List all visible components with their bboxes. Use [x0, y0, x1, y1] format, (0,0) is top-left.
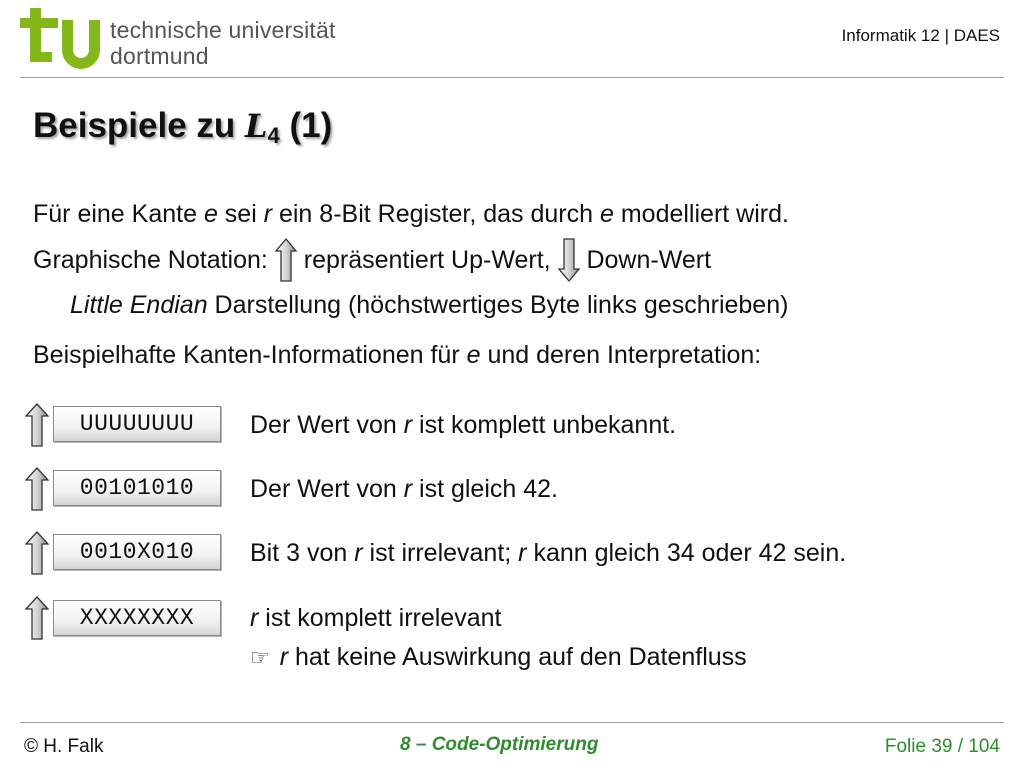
footer-author: © H. Falk	[24, 736, 104, 757]
example-description	[250, 604, 501, 633]
logo-line-2: dortmund	[110, 43, 209, 69]
course-label: Informatik 12 | DAES	[841, 26, 1000, 45]
text: Darstellung (höchstwertiges Byte links geschrieben)	[207, 291, 789, 319]
var-r: r	[279, 643, 289, 671]
var-r: r	[354, 539, 363, 567]
pointing-hand-icon: ☞	[250, 646, 270, 671]
text: ist gleich 42.	[412, 475, 558, 503]
var-r: r	[403, 411, 413, 439]
footer-chapter: 8 – Code-Optimierung	[400, 734, 599, 755]
text: ein 8-Bit Register, das durch	[272, 200, 600, 228]
register-value-box: XXXXXXXX	[53, 600, 221, 636]
text: repräsentiert Up-Wert,	[296, 246, 558, 274]
register-value-box: 0010X010	[53, 534, 221, 570]
term-little-endian: Little Endian	[70, 291, 208, 319]
logo-wordmark	[110, 17, 336, 69]
text: Der Wert von	[250, 475, 404, 503]
example-description	[250, 539, 846, 568]
var-r: r	[250, 604, 259, 632]
tu-logo-mark	[20, 8, 102, 70]
logo-line-1: technische universität	[110, 17, 336, 43]
var-e: e	[203, 200, 218, 228]
intro-line-2	[33, 238, 711, 282]
footer-slide-number: Folie 39 / 104	[884, 736, 1000, 757]
title-prefix: Beispiele zu	[33, 106, 246, 145]
intro-line-4	[33, 341, 761, 370]
text: Graphische Notation:	[33, 246, 275, 274]
var-e: e	[599, 200, 614, 228]
example-subpoint	[250, 643, 747, 672]
example-description	[250, 475, 558, 504]
text: ist komplett irrelevant	[258, 604, 502, 632]
text: sei	[217, 200, 264, 228]
var-r: r	[518, 539, 527, 567]
text: und deren Interpretation:	[480, 341, 762, 369]
text: Beispielhafte Kanten-Informationen für	[33, 341, 467, 369]
title-subscript: 4	[267, 123, 280, 148]
up-arrow-icon	[25, 596, 49, 640]
down-arrow-icon	[558, 238, 580, 282]
title-suffix: (1)	[279, 106, 333, 145]
text: modelliert wird.	[613, 200, 789, 228]
up-arrow-icon	[275, 238, 297, 282]
text: ist komplett unbekannt.	[412, 411, 677, 439]
text: hat keine Auswirkung auf den Datenfluss	[288, 643, 747, 671]
title-symbol: L	[245, 107, 268, 145]
example-description	[250, 411, 676, 440]
register-value-box: UUUUUUUU	[53, 406, 221, 442]
var-r: r	[263, 200, 273, 228]
up-arrow-icon	[25, 531, 49, 575]
text: Bit 3 von	[250, 539, 355, 567]
up-arrow-icon	[25, 467, 49, 511]
header-divider	[20, 77, 1004, 78]
var-r: r	[403, 475, 413, 503]
var-e: e	[466, 341, 481, 369]
text: kann gleich 34 oder 42 sein.	[526, 539, 847, 567]
tu-dortmund-logo	[20, 8, 380, 70]
intro-line-3	[70, 291, 788, 320]
text: Down-Wert	[579, 246, 712, 274]
text: Der Wert von	[250, 411, 404, 439]
footer-divider	[20, 722, 1004, 723]
text: Für eine Kante	[33, 200, 204, 228]
text: ist irrelevant;	[362, 539, 519, 567]
register-value-box: 00101010	[53, 470, 221, 506]
slide-title	[33, 106, 332, 149]
intro-line-1	[33, 200, 789, 229]
up-arrow-icon	[25, 403, 49, 447]
